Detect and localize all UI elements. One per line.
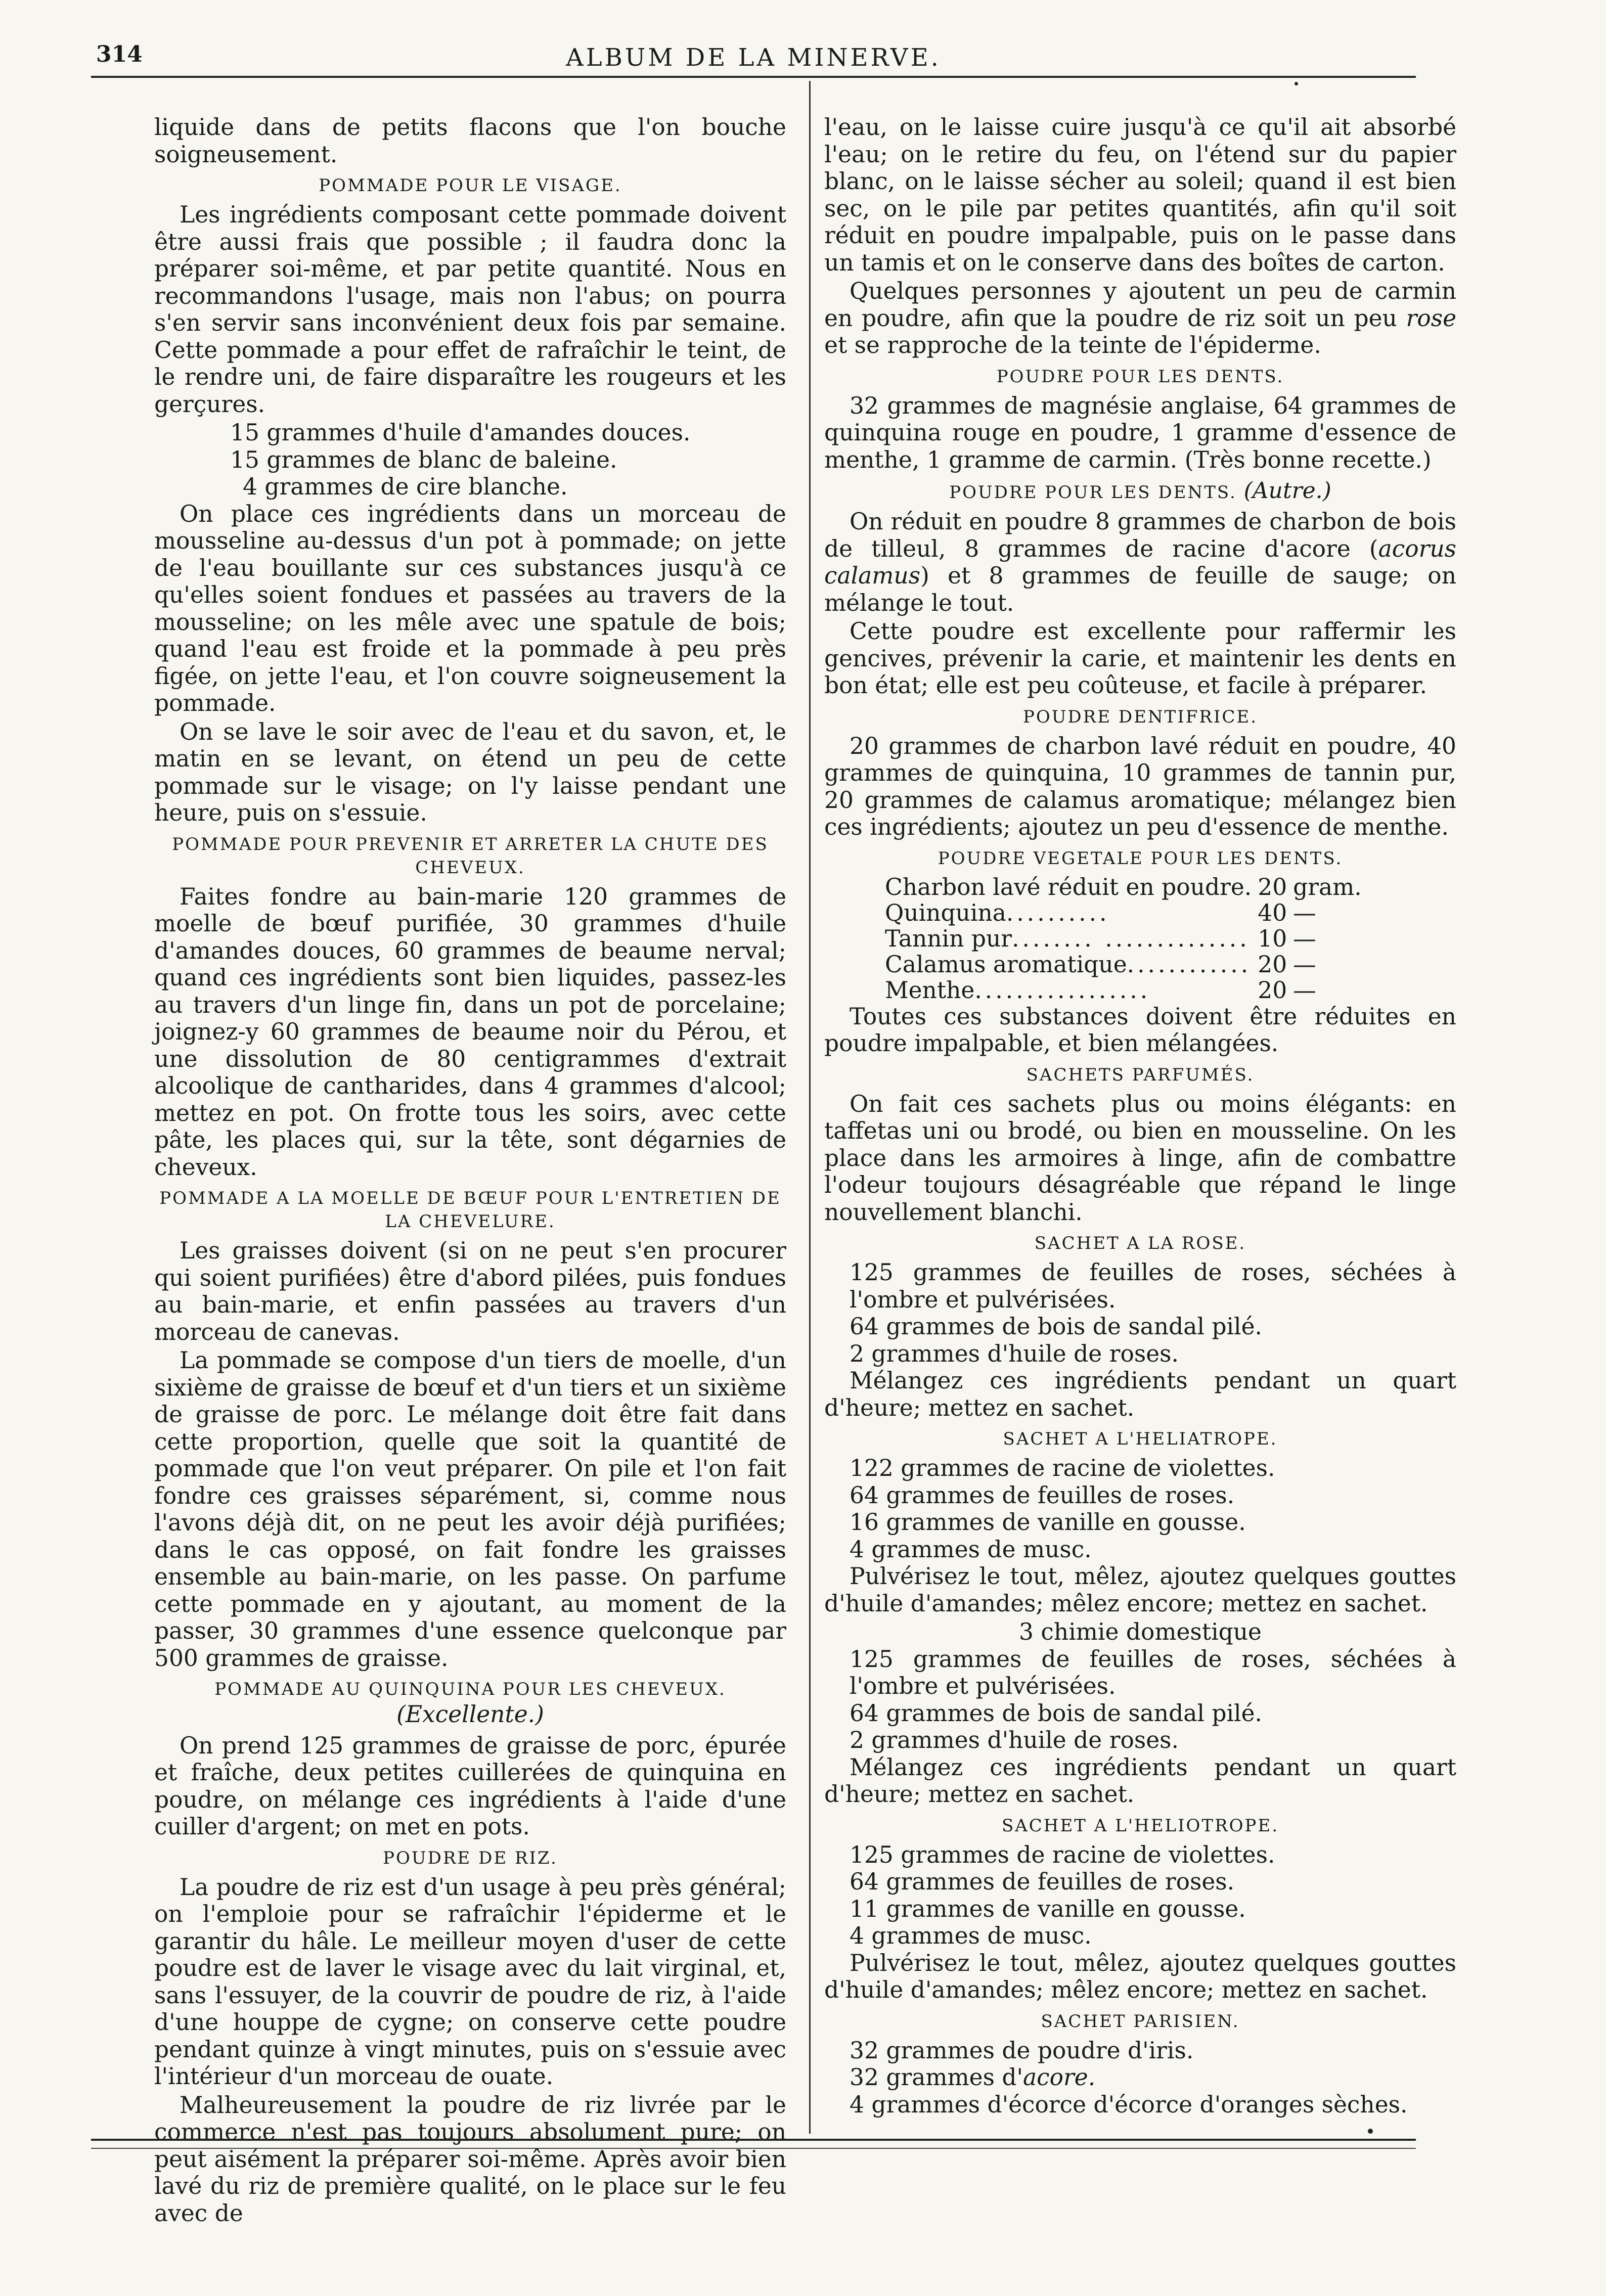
paragraph: On prend 125 grammes de graisse de porc, épurée et fraîche, deux petites cuillerées de quinquina en poudre, on mélange ces ingrédients à l'aide d'une cuiller d'argent; on met en pots. bbox=[154, 1732, 786, 1840]
page-header bbox=[91, 35, 1416, 76]
paragraph: On place ces ingrédients dans un morceau de mousseline au-dessus d'un pot à pommade; on jette de l'eau bouillante sur ces substances jusqu'à ce qu'elles soient fondues et passées au travers de la mousseline; on les mêle avec une spatule de bois; quand l'eau est froide et la pommade à peu près figée, on jette l'eau, et l'on couvre soigneusement la pommade. bbox=[154, 500, 786, 716]
left-column bbox=[154, 114, 786, 2228]
ingredient-cell bbox=[885, 977, 1258, 1003]
text-run: Quelques personnes y ajoutent un peu de carmin en poudre, afin que la poudre de riz soit un peu bbox=[824, 278, 1456, 332]
ingredient-line: 15 grammes d'huile d'amandes douces. bbox=[230, 419, 691, 446]
paragraph: Cette poudre est excellente pour raffermir les gencives, prévenir la carie, et maintenir les dents en bon état; elle est peu coûteuse, et facile à préparer. bbox=[824, 618, 1456, 699]
leader-dots: ................. bbox=[974, 976, 1151, 1004]
ingredient-row bbox=[885, 952, 1368, 977]
paragraph: Pulvérisez le tout, mêlez, ajoutez quelques gouttes d'huile d'amandes; mêlez encore; mettez en sachet. bbox=[824, 1949, 1456, 2003]
section-heading: POMMADE POUR PREVENIR ET ARRETER LA CHUTE DES CHEVEUX. bbox=[172, 834, 769, 878]
ingredient-line bbox=[824, 2064, 1456, 2091]
leader-dots: ............ bbox=[1127, 951, 1252, 978]
paragraph: La poudre de riz est d'un usage à peu près général; on l'emploie pour se rafraîchir l'épiderme et le garantir du hâle. Le meilleur moyen d'user de cette poudre est de laver le visage avec du lait virginal, et, sans l'essuyer, de la couvrir de poudre de riz, à l'aide d'une houppe de cygne; on conserve cette poudre pendant quinze à vingt minutes, puis on s'essuie avec l'intérieur d'un morceau de ouate. bbox=[154, 1873, 786, 2090]
paragraph: La pommade se compose d'un tiers de moelle, d'un sixième de graisse de bœuf et d'un tiers et un sixième de graisse de porc. Le mélange doit être fait dans cette proportion, quelle que soit la quantité de pommade que l'on veut préparer. On pile et l'on fait fondre ces graisses séparément, si, comme nous l'avons déjà dit, on ne peut les avoir déjà purifiées; dans le cas opposé, on fait fondre les graisses ensemble au bain-marie, on les passe. On parfume cette pommade en y ajoutant, au moment de la passer, 30 grammes d'une essence quelconque par 500 grammes de graisse. bbox=[154, 1347, 786, 1672]
ingredient-quantity: 40 bbox=[1258, 899, 1287, 926]
paragraph: liquide dans de petits flacons que l'on bouche soigneusement. bbox=[154, 114, 786, 168]
ingredient-unit: — bbox=[1293, 951, 1316, 978]
ingredient-quantity: 10 bbox=[1258, 925, 1287, 952]
ingredient-line: 2 grammes d'huile de roses. bbox=[850, 1340, 1179, 1367]
leader-dots: .......... bbox=[1006, 899, 1110, 926]
paragraph: Malheureusement la poudre de riz livrée par le commerce n'est pas toujours absolument pure; on peut aisément la préparer soi-même. Après avoir bien lavé du riz de première qualité, on le place sur le feu avec de bbox=[154, 2091, 786, 2227]
ingredient-line: 64 grammes de feuilles de roses. bbox=[850, 1481, 1235, 1509]
ingredient-table bbox=[885, 874, 1368, 1003]
section-heading: POMMADE AU QUINQUINA POUR LES CHEVEUX. bbox=[214, 1679, 726, 1699]
ingredient-line: 122 grammes de racine de violettes. bbox=[850, 1455, 1275, 1481]
ingredient-line: 4 grammes de musc. bbox=[850, 1536, 1092, 1563]
ingredient-row bbox=[885, 900, 1368, 926]
ingredient-name: Quinquina bbox=[885, 899, 1006, 926]
ingredient-line: 125 grammes de feuilles de roses, séchées à l'ombre et pulvérisées. bbox=[850, 1645, 1456, 1699]
leader-dots: ........ .............. bbox=[1012, 925, 1250, 952]
paragraph bbox=[824, 508, 1456, 616]
ingredient-name: Tannin pur bbox=[885, 925, 1012, 952]
footer-rule-thin bbox=[91, 2148, 1416, 2149]
heading-text: POUDRE POUR LES DENTS. bbox=[949, 482, 1237, 503]
heading-italic: (Autre.) bbox=[1243, 478, 1331, 504]
ingredient-cell bbox=[885, 900, 1258, 926]
paragraph: Pulvérisez le tout, mêlez, ajoutez quelques gouttes d'huile d'amandes; mêlez encore; mettez en sachet. bbox=[824, 1563, 1456, 1617]
ingredient-row bbox=[885, 977, 1368, 1003]
paragraph: l'eau, on le laisse cuire jusqu'à ce qu'il ait absorbé l'eau; on le retire du feu, on l'étend sur du papier blanc, on le laisse sécher au soleil; quand il est bien sec, on le pile par petites quantités, afin qu'il soit réduit en poudre impalpable, puis on le passe dans un tamis et on le conserve dans des boîtes de carton. bbox=[824, 114, 1456, 276]
ingredient-line: 125 grammes de feuilles de roses, séchées à l'ombre et pulvérisées. bbox=[850, 1259, 1456, 1313]
ingredient-line: 4 grammes de cire blanche. bbox=[243, 473, 568, 500]
section-heading bbox=[824, 479, 1456, 504]
ingredient-row bbox=[885, 874, 1368, 900]
ingredient-line: 125 grammes de racine de violettes. bbox=[850, 1841, 1275, 1868]
paragraph: 20 grammes de charbon lavé réduit en poudre, 40 grammes de quinquina, 10 grammes de tannin pur, 20 grammes de calamus aromatique; mélangez bien ces ingrédients; ajoutez un peu d'essence de menthe. bbox=[824, 732, 1456, 840]
section-heading: SACHET A L'HELIOTROPE. bbox=[1001, 1815, 1279, 1836]
ingredient-line: 64 grammes de bois de sandal pilé. bbox=[850, 1313, 1262, 1340]
italic-run: rose bbox=[1406, 304, 1456, 332]
ingredient-quantity: 20 bbox=[1258, 951, 1287, 978]
ingredient-unit: — bbox=[1293, 899, 1316, 926]
right-column bbox=[824, 114, 1456, 2118]
paragraph: Mélangez ces ingrédients pendant un quart d'heure; mettez en sachet. bbox=[824, 1753, 1456, 1808]
footer-rule bbox=[91, 2139, 1416, 2141]
text-run: 32 grammes d' bbox=[850, 2064, 1023, 2091]
ingredient-line: 4 grammes d'écorce d'écorce d'oranges sèches. bbox=[850, 2091, 1408, 2118]
ingredient-cell bbox=[885, 952, 1258, 977]
paragraph: Faites fondre au bain-marie 120 grammes de moelle de bœuf purifiée, 30 grammes d'huile d'amandes douces, 60 grammes de beaume nerval; quand ces ingrédients sont bien liquides, passez-les au travers d'un linge fin, dans un pot de porcelaine; joignez-y 60 grammes de beaume noir du Pérou, et une dissolution de 80 centigrammes d'extrait alcoolique de cantharides, dans 4 grammes d'alcool; mettez en pot. On frotte tous les soirs, avec cette pâte, les places qui, sur la tête, sont dégarnies de cheveux. bbox=[154, 883, 786, 1181]
section-heading: POUDRE POUR LES DENTS. bbox=[996, 366, 1284, 387]
ingredient-line: 11 grammes de vanille en gousse. bbox=[850, 1895, 1246, 1922]
paragraph: Les ingrédients composant cette pommade doivent être aussi frais que possible ; il faudra donc la préparer soi-même, et par petite quantité. Nous en recommandons l'usage, mais non l'abus; on pourra s'en servir sans inconvénient deux fois par semaine. Cette pommade a pour effet de rafraîchir le teint, de le rendre uni, de faire disparaître les rougeurs et les gerçures. bbox=[154, 201, 786, 418]
print-speck bbox=[1368, 2129, 1373, 2134]
ingredient-line: 2 grammes d'huile de roses. bbox=[850, 1727, 1179, 1753]
section-heading: SACHET A L'HELIATROPE. bbox=[1003, 1429, 1278, 1449]
ingredient-line: 64 grammes de feuilles de roses. bbox=[850, 1868, 1235, 1895]
ingredient-name: Menthe bbox=[885, 976, 975, 1004]
column-divider bbox=[809, 81, 811, 2134]
ingredient-line: 32 grammes de poudre d'iris. bbox=[850, 2037, 1194, 2064]
paragraph: 32 grammes de magnésie anglaise, 64 grammes de quinquina rouge en poudre, 1 gramme d'essence de menthe, 1 gramme de carmin. (Très bonne recette.) bbox=[824, 392, 1456, 473]
paragraph: On fait ces sachets plus ou moins élégants: en taffetas uni ou brodé, ou bien en mousseline. On les place dans les armoires à linge, afin de combattre l'odeur toujours désagréable que répand le linge nouvellement blanchi. bbox=[824, 1090, 1456, 1226]
ingredient-name: Charbon lavé réduit en poudre. bbox=[885, 873, 1252, 901]
ingredient-line: 64 grammes de bois de sandal pilé. bbox=[850, 1699, 1262, 1727]
ingredient-cell bbox=[885, 874, 1258, 900]
paragraph: On se lave le soir avec de l'eau et du savon, et, le matin en se levant, on étend un peu de cette pommade sur le visage; on l'y laisse pendant une heure, puis on s'essuie. bbox=[154, 718, 786, 826]
paragraph bbox=[824, 278, 1456, 359]
ingredient-line: 16 grammes de vanille en gousse. bbox=[850, 1509, 1246, 1536]
section-heading: SACHETS PARFUMÉS. bbox=[1026, 1064, 1255, 1085]
header-rule bbox=[91, 76, 1416, 78]
text-run: ) et 8 grammes de feuille de sauge; on mélange le tout. bbox=[824, 562, 1456, 616]
print-speck bbox=[1295, 82, 1298, 85]
section-heading: POUDRE VEGETALE POUR LES DENTS. bbox=[938, 848, 1343, 869]
ingredient-name: Calamus aromatique bbox=[885, 951, 1127, 978]
italic-run: acore. bbox=[1023, 2064, 1096, 2091]
ingredient-unit: — bbox=[1293, 976, 1316, 1004]
section-heading: SACHET A LA ROSE. bbox=[1034, 1233, 1246, 1253]
section-subheading: (Excellente.) bbox=[396, 1701, 544, 1728]
ingredient-cell bbox=[885, 926, 1258, 952]
section-heading: POUDRE DE RIZ. bbox=[383, 1848, 558, 1868]
section-heading: SACHET PARISIEN. bbox=[1041, 2011, 1240, 2032]
ingredient-unit: gram. bbox=[1293, 873, 1362, 901]
paragraph: Toutes ces substances doivent être réduites en poudre impalpable, et bien mélangées. bbox=[824, 1003, 1456, 1057]
ingredient-quantity: 20 bbox=[1258, 873, 1287, 901]
section-heading: POMMADE A LA MOELLE DE BŒUF POUR L'ENTRETIEN DE LA CHEVELURE. bbox=[159, 1188, 781, 1232]
paragraph: Les graisses doivent (si on ne peut s'en procurer qui soient purifiées) être d'abord pilées, puis fondues au bain-marie, et enfin passées au travers d'un morceau de canevas. bbox=[154, 1237, 786, 1345]
section-heading: POUDRE DENTIFRICE. bbox=[1022, 706, 1258, 727]
paragraph: Mélangez ces ingrédients pendant un quart d'heure; mettez en sachet. bbox=[824, 1367, 1456, 1421]
running-title: ALBUM DE LA MINERVE. bbox=[566, 43, 941, 72]
section-note: 3 chimie domestique bbox=[1019, 1618, 1262, 1645]
ingredient-line: 4 grammes de musc. bbox=[850, 1922, 1092, 1949]
section-heading: POMMADE POUR LE VISAGE. bbox=[319, 175, 622, 196]
text-run: et se rapproche de la teinte de l'épiderme. bbox=[824, 332, 1321, 358]
ingredient-row bbox=[885, 926, 1368, 952]
ingredient-line: 15 grammes de blanc de baleine. bbox=[230, 446, 617, 473]
ingredient-unit: — bbox=[1293, 925, 1316, 952]
page-number: 314 bbox=[96, 41, 143, 67]
ingredient-quantity: 20 bbox=[1258, 976, 1287, 1004]
italic-run: acorus calamus bbox=[824, 535, 1456, 589]
text-run: On réduit en poudre 8 grammes de charbon de bois de tilleul, 8 grammes de racine d'acore ( bbox=[824, 508, 1456, 562]
